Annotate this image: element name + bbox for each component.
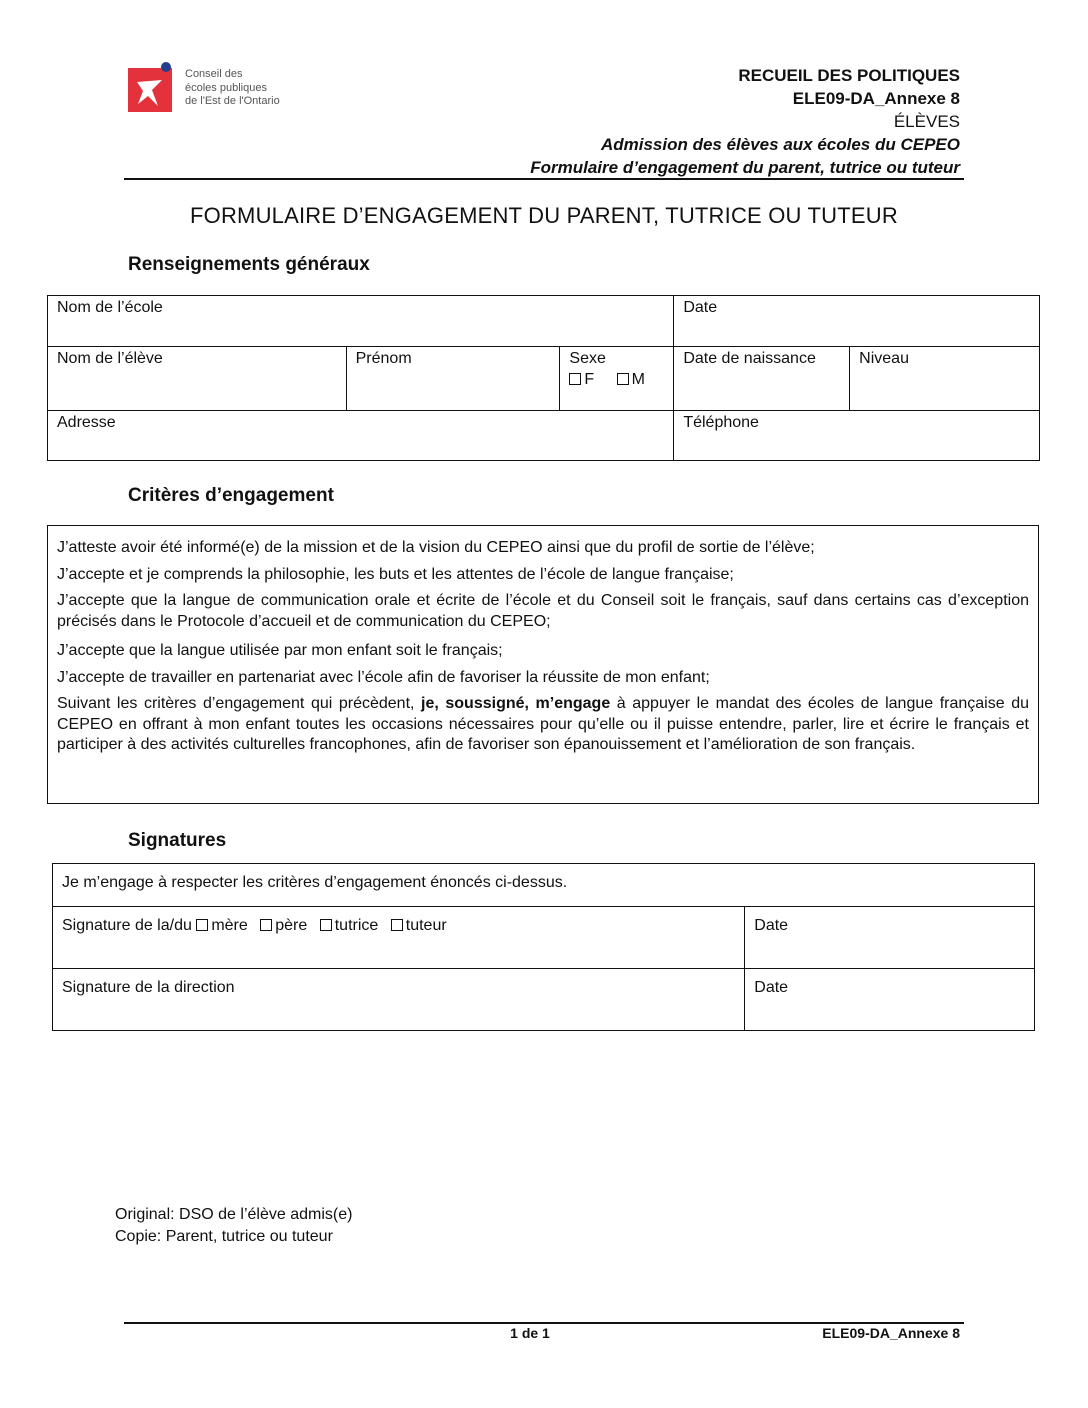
logo-line-3: de l'Est de l'Ontario: [185, 95, 280, 107]
student-name-field[interactable]: [48, 347, 347, 411]
parent-date-label: Date: [754, 917, 789, 934]
mere-label: mère: [211, 917, 248, 934]
signatures-table: [52, 863, 1035, 1031]
date-field[interactable]: [674, 296, 1040, 347]
sex-f-label: F: [584, 371, 595, 388]
header-collection: RECUEIL DES POLITIQUES: [738, 66, 960, 85]
sex-m-checkbox[interactable]: [617, 373, 629, 385]
address-field[interactable]: [48, 411, 674, 461]
copy-note: Copie: Parent, tutrice ou tuteur: [115, 1228, 333, 1245]
sex-field: [560, 347, 674, 411]
school-name-field[interactable]: [48, 296, 674, 347]
first-name-label: Prénom: [355, 350, 412, 367]
section-criteria-heading: Critères d’engagement: [128, 485, 334, 506]
criteria-commitment: [57, 694, 1029, 756]
section-general-heading: Renseignements généraux: [128, 254, 370, 275]
criteria-item: J’atteste avoir été informé(e) de la mission et de la vision du CEPEO ainsi que du profil de sortie de l’élève;: [57, 539, 815, 556]
sex-label: Sexe: [569, 350, 606, 367]
commitment-statement: [53, 864, 1035, 907]
tuteur-checkbox[interactable]: [391, 919, 403, 931]
phone-label: Téléphone: [683, 414, 759, 431]
page-number: 1 de 1: [510, 1325, 550, 1341]
criteria-item: J’accepte et je comprends la philosophie, les buts et les attentes de l’école de langue française;: [57, 565, 734, 583]
page-title: FORMULAIRE D’ENGAGEMENT DU PARENT, TUTRICE OU TUTEUR: [190, 203, 898, 228]
pere-checkbox[interactable]: [260, 919, 272, 931]
pere-label: père: [275, 917, 308, 934]
tutrice-checkbox[interactable]: [320, 919, 332, 931]
commitment-bold: je, soussigné, m’engage: [421, 695, 611, 712]
header-code: ELE09-DA_Annexe 8: [792, 89, 960, 108]
direction-signature-field[interactable]: [53, 969, 745, 1031]
commitment-statement-text: Je m’engage à respecter les critères d’engagement énoncés ci-dessus.: [62, 874, 568, 891]
birth-date-field[interactable]: [674, 347, 850, 411]
footer-document-code: ELE09-DA_Annexe 8: [822, 1325, 960, 1341]
date-label: Date: [683, 299, 718, 316]
header-policy: Admission des élèves aux écoles du CEPEO: [600, 135, 960, 154]
school-name-label: Nom de l’école: [57, 299, 163, 316]
commitment-pre: Suivant les critères d’engagement qui précèdent,: [57, 695, 415, 712]
logo-line-2: écoles publiques: [185, 81, 267, 94]
criteria-box: [47, 525, 1039, 804]
parent-signature-label: Signature de la/du: [62, 917, 192, 934]
level-field[interactable]: [850, 347, 1040, 411]
direction-date-label: Date: [754, 979, 789, 996]
parent-signature-field[interactable]: [53, 907, 745, 969]
general-info-table: [47, 295, 1040, 461]
footer-divider: [124, 1322, 964, 1324]
criteria-item: J’accepte que la langue de communication orale et écrite de l’école et du Conseil soit le français, sauf dans certains cas d’exception précisés dans le Protocole d’accueil et de communication du CEPEO;: [57, 592, 1029, 630]
header-divider: [124, 178, 964, 180]
cepeo-logo: [128, 62, 303, 118]
distribution-notes: [115, 1204, 352, 1248]
commitment-post: à appuyer le mandat des écoles de langue française du CEPEO en offrant à mon enfant toutes les occasions nécessaires pour qu’elle ou il puisse entendre, parler, lire et écrire le français et participer à des activités culturelles francophones, afin de favoriser son épanouissement et l’amélioration de son français.: [57, 695, 1029, 753]
logo-text: [185, 68, 280, 109]
direction-signature-label: Signature de la direction: [62, 979, 235, 996]
tutrice-label: tutrice: [334, 917, 379, 934]
sex-m-label: M: [631, 371, 645, 388]
direction-signature-date-field[interactable]: [745, 969, 1035, 1031]
student-name-label: Nom de l’élève: [57, 350, 163, 367]
parent-signature-date-field[interactable]: [745, 907, 1035, 969]
original-note: Original: DSO de l’élève admis(e): [115, 1206, 353, 1223]
header-form-name: Formulaire d’engagement du parent, tutrice ou tuteur: [530, 158, 960, 177]
level-label: Niveau: [859, 350, 909, 367]
first-name-field[interactable]: [346, 347, 560, 411]
criteria-item: J’accepte de travailler en partenariat avec l’école afin de favoriser la réussite de mon enfant;: [57, 668, 710, 686]
mere-checkbox[interactable]: [196, 919, 208, 931]
document-header: [530, 64, 960, 179]
section-signatures-heading: Signatures: [128, 830, 227, 851]
header-category: ÉLÈVES: [893, 112, 960, 131]
birth-date-label: Date de naissance: [683, 350, 816, 367]
address-label: Adresse: [57, 414, 116, 431]
criteria-item: J’accepte que la langue utilisée par mon enfant soit le français;: [57, 642, 503, 659]
phone-field[interactable]: [674, 411, 1040, 461]
cepeo-logo-icon: [128, 62, 176, 114]
sex-f-checkbox[interactable]: [569, 373, 581, 385]
logo-line-1: Conseil des: [185, 68, 243, 80]
tuteur-label: tuteur: [405, 917, 447, 934]
